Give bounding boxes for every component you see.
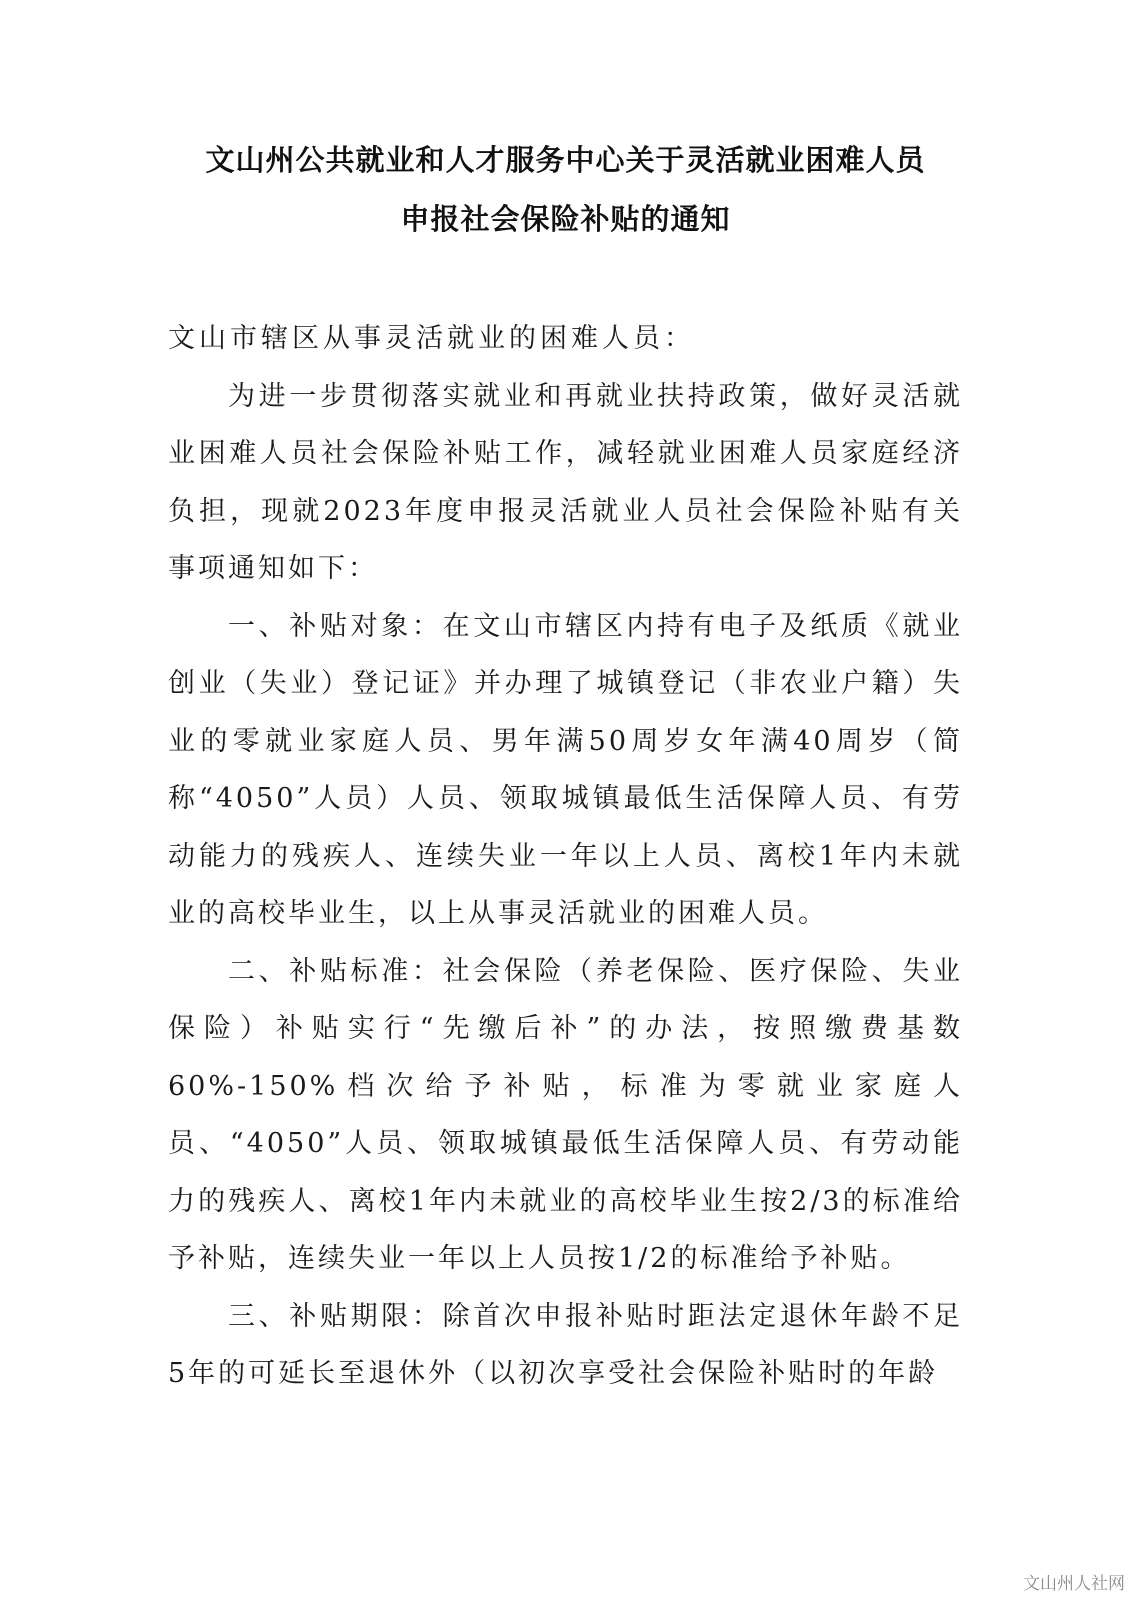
paragraph-subsidy-target: 一、补贴对象：在文山市辖区内持有电子及纸质《就业创业（失业）登记证》并办理了城镇登记（非农业户籍）失业的零就业家庭人员、男年满50周岁女年满40周岁（简称“4050”人员）人员、领取城镇最低生活保障人员、有劳动能力的残疾人、连续失业一年以上人员、离校1年内未就业的高校毕业生，以上从事灵活就业的困难人员。 [168,610,963,929]
salutation: 文山市辖区从事灵活就业的困难人员： [168,323,695,354]
document-title-line-2: 申报社会保险补贴的通知 [400,202,731,236]
paragraph-subsidy-period: 三、补贴期限：除首次申报补贴时距法定退休年龄不足5年的可延长至退休外（以初次享受社会保险补贴时的年龄 [168,1300,963,1389]
paragraph-intro: 为进一步贯彻落实就业和再就业扶持政策，做好灵活就业困难人员社会保险补贴工作，减轻就业困难人员家庭经济负担，现就2023年度申报灵活就业人员社会保险补贴有关事项通知如下： [168,380,963,584]
document-title-line-1: 文山州公共就业和人才服务中心关于灵活就业困难人员 [205,143,926,177]
site-watermark: 文山州人社网 [1023,1574,1125,1594]
document-body [168,310,963,1403]
paragraph-subsidy-standard: 二、补贴标准：社会保险（养老保险、医疗保险、失业保险）补贴实行“先缴后补”的办法，按照缴费基数60%-150%档次给予补贴，标准为零就业家庭人员、“4050”人员、领取城镇最低生活保障人员、有劳动能力的残疾人、离校1年内未就业的高校毕业生按2/3的标准给予补贴，连续失业一年以上人员按1/2的标准给予补贴。 [168,955,963,1274]
